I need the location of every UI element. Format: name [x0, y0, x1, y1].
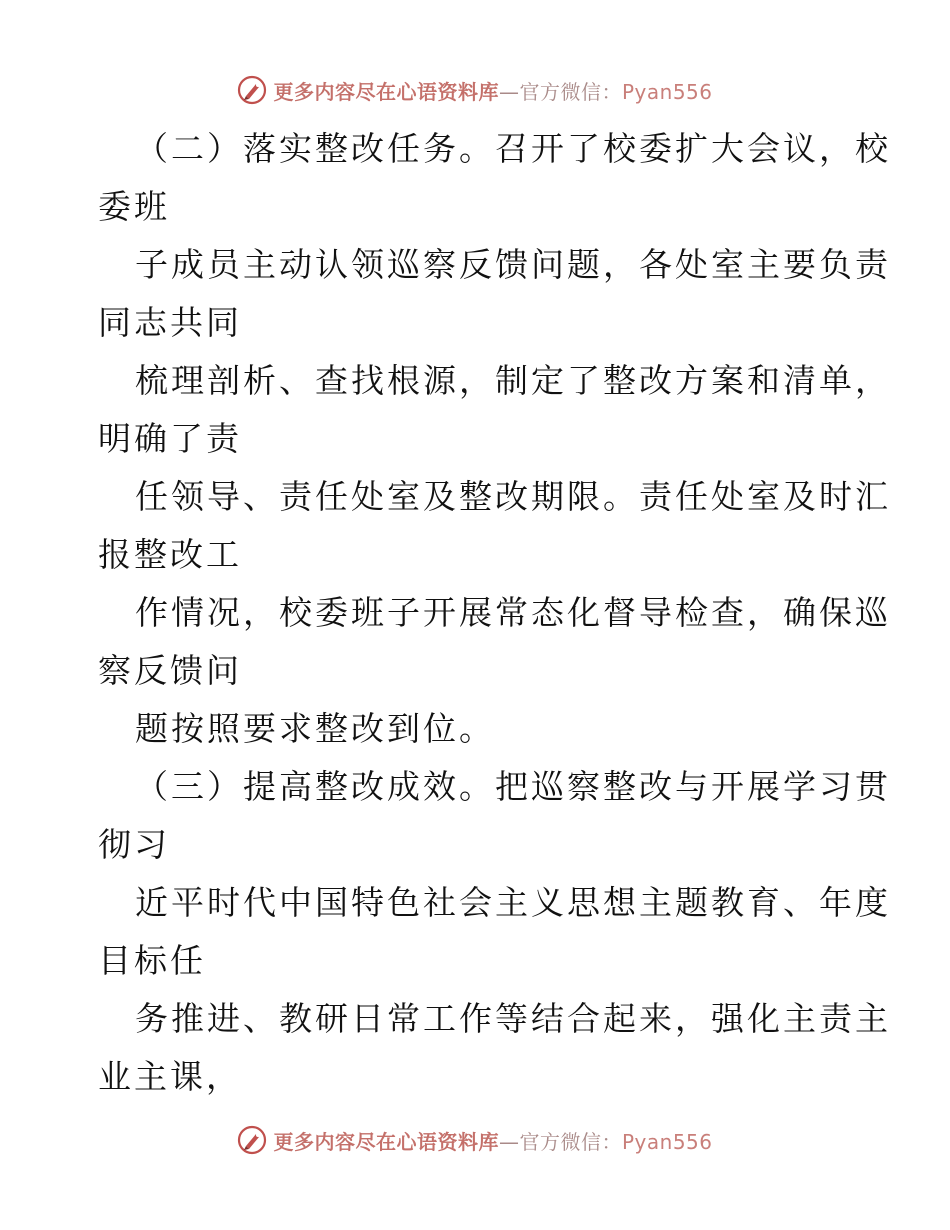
text-line: （二）落实整改任务。召开了校委扩大会议，校 [135, 129, 891, 168]
pen-logo-icon [237, 75, 267, 105]
watermark-brand: 更多内容尽在心语资料库 [273, 1129, 499, 1154]
watermark-label: 官方微信： [519, 1129, 622, 1154]
watermark-text [273, 76, 712, 105]
text-line: 业主课， [98, 1057, 242, 1096]
text-line: 目标任 [98, 941, 206, 980]
watermark-label: 官方微信： [519, 79, 622, 104]
text-line: 作情况，校委班子开展常态化督导检查，确保巡 [135, 593, 891, 632]
watermark-text [273, 1126, 712, 1155]
text-line: 近平时代中国特色社会主义思想主题教育、年度 [135, 883, 891, 922]
watermark-brand: 更多内容尽在心语资料库 [273, 79, 499, 104]
text-line: 任领导、责任处室及整改期限。责任处室及时汇 [135, 477, 891, 516]
text-line: （三）提高整改成效。把巡察整改与开展学习贯 [135, 767, 891, 806]
text-line: 同志共同 [98, 303, 242, 342]
text-line: 梳理剖析、查找根源，制定了整改方案和清单， [135, 361, 891, 400]
text-line: 题按照要求整改到位。 [135, 709, 495, 748]
text-line: 报整改工 [98, 535, 242, 574]
text-line: 务推进、教研日常工作等结合起来，强化主责主 [135, 999, 891, 1038]
footer-watermark [0, 1120, 950, 1160]
text-line: 明确了责 [98, 419, 242, 458]
text-line: 子成员主动认领巡察反馈问题，各处室主要负责 [135, 245, 891, 284]
pen-logo-icon [237, 1125, 267, 1155]
text-line: 委班 [98, 187, 170, 226]
document-body [98, 120, 891, 1106]
watermark-dash: — [498, 79, 520, 104]
watermark-wechat-id: Pyan556 [621, 1129, 713, 1154]
text-line: 彻习 [98, 825, 170, 864]
text-line: 察反馈问 [98, 651, 242, 690]
watermark-wechat-id: Pyan556 [621, 79, 713, 104]
watermark-dash: — [498, 1129, 520, 1154]
header-watermark [0, 70, 950, 110]
